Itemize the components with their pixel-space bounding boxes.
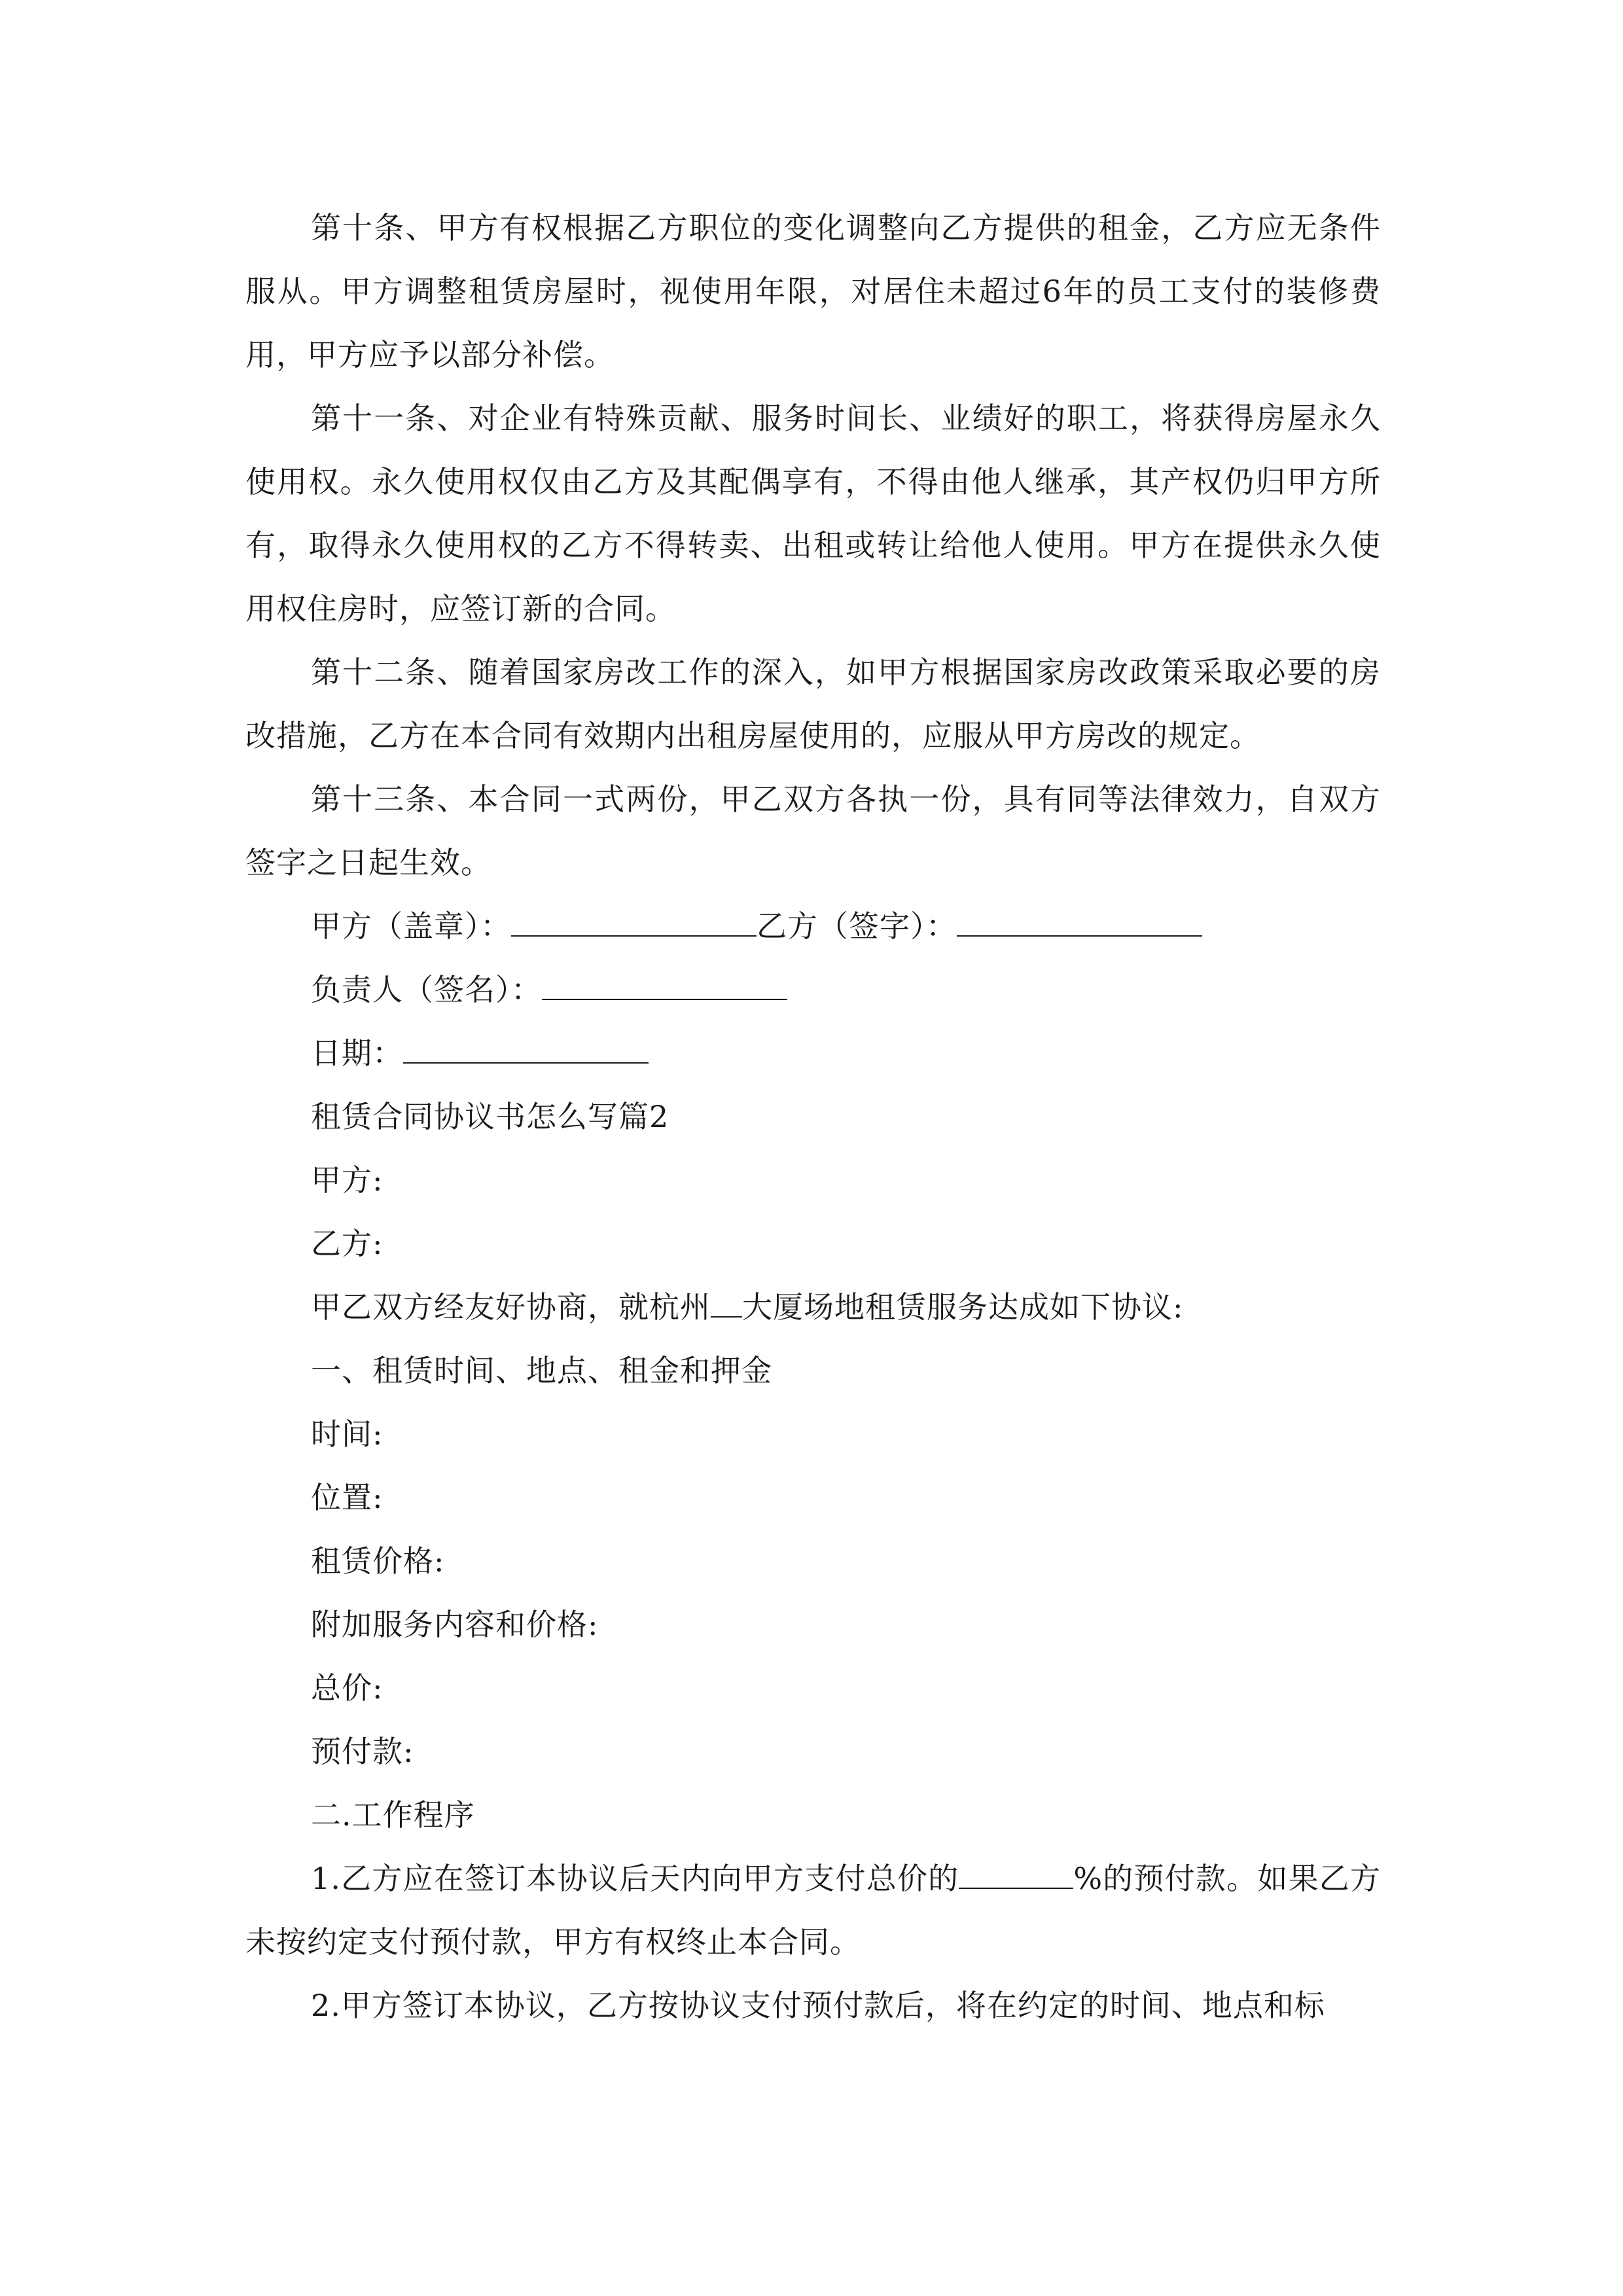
party-a-seal-blank xyxy=(511,899,757,937)
signature-line-responsible xyxy=(245,958,1381,1022)
prepayment-field: 预付款: xyxy=(311,1734,414,1769)
time-field: 时间: xyxy=(311,1416,383,1452)
article-13: 第十三条、本合同一式两份，甲乙双方各执一份，具有同等法律效力，自双方签字之日起生效。 xyxy=(245,781,1381,880)
article-2-title: 租赁合同协议书怎么写篇2 xyxy=(311,1099,669,1134)
agreement-intro xyxy=(245,1276,1381,1339)
party-b-sign-label: 乙方（签字）： xyxy=(757,908,957,944)
procedure-item-2: 2.甲方签订本协议，乙方按协议支付预付款后，将在约定的时间、地点和标 xyxy=(311,1988,1325,2023)
party-a-line: 甲方: xyxy=(311,1162,383,1198)
date-label: 日期： xyxy=(311,1035,403,1071)
responsible-sign-label: 负责人（签名）： xyxy=(311,972,542,1007)
prepayment-percent-blank xyxy=(959,1851,1073,1889)
section-1-title: 一、租赁时间、地点、租金和押金 xyxy=(311,1353,772,1388)
document-body xyxy=(245,196,1381,2037)
date-blank xyxy=(403,1026,649,1064)
signature-line-parties xyxy=(245,895,1381,958)
responsible-sign-blank xyxy=(542,962,787,1000)
rent-price-field: 租赁价格: xyxy=(311,1543,445,1579)
signature-line-date xyxy=(245,1022,1381,1085)
intro-prefix: 甲乙双方经友好协商，就杭州 xyxy=(311,1289,711,1325)
party-b-sign-blank xyxy=(957,899,1202,937)
item-1-suffix: %的预付款。如果乙方未按约定支付预付款，甲方有权终止本合同。 xyxy=(245,1861,1382,1960)
section-2-title: 二.工作程序 xyxy=(311,1797,475,1833)
building-name-blank xyxy=(711,1280,742,1318)
party-b-line: 乙方: xyxy=(311,1226,383,1261)
party-a-seal-label: 甲方（盖章）： xyxy=(311,908,511,944)
article-11: 第十一条、对企业有特殊贡献、服务时间长、业绩好的职工，将获得房屋永久使用权。永久使用权仅由乙方及其配偶享有，不得由他人继承，其产权仍归甲方所有，取得永久使用权的乙方不得转卖、出租或转让给他人使用。甲方在提供永久使用权住房时，应签订新的合同。 xyxy=(245,401,1381,626)
intro-suffix: 大厦场地租赁服务达成如下协议: xyxy=(742,1289,1184,1325)
article-10: 第十条、甲方有权根据乙方职位的变化调整向乙方提供的租金，乙方应无条件服从。甲方调整租赁房屋时，视使用年限，对居住未超过6年的员工支付的装修费用，甲方应予以部分补偿。 xyxy=(245,210,1381,372)
article-12: 第十二条、随着国家房改工作的深入，如甲方根据国家房改政策采取必要的房改措施，乙方在本合同有效期内出租房屋使用的，应服从甲方房改的规定。 xyxy=(245,655,1381,753)
location-field: 位置: xyxy=(311,1480,383,1515)
item-1-prefix: 1.乙方应在签订本协议后天内向甲方支付总价的 xyxy=(311,1861,959,1896)
procedure-item-1 xyxy=(245,1847,1381,1974)
extra-services-field: 附加服务内容和价格: xyxy=(311,1607,599,1642)
total-price-field: 总价: xyxy=(311,1670,383,1706)
